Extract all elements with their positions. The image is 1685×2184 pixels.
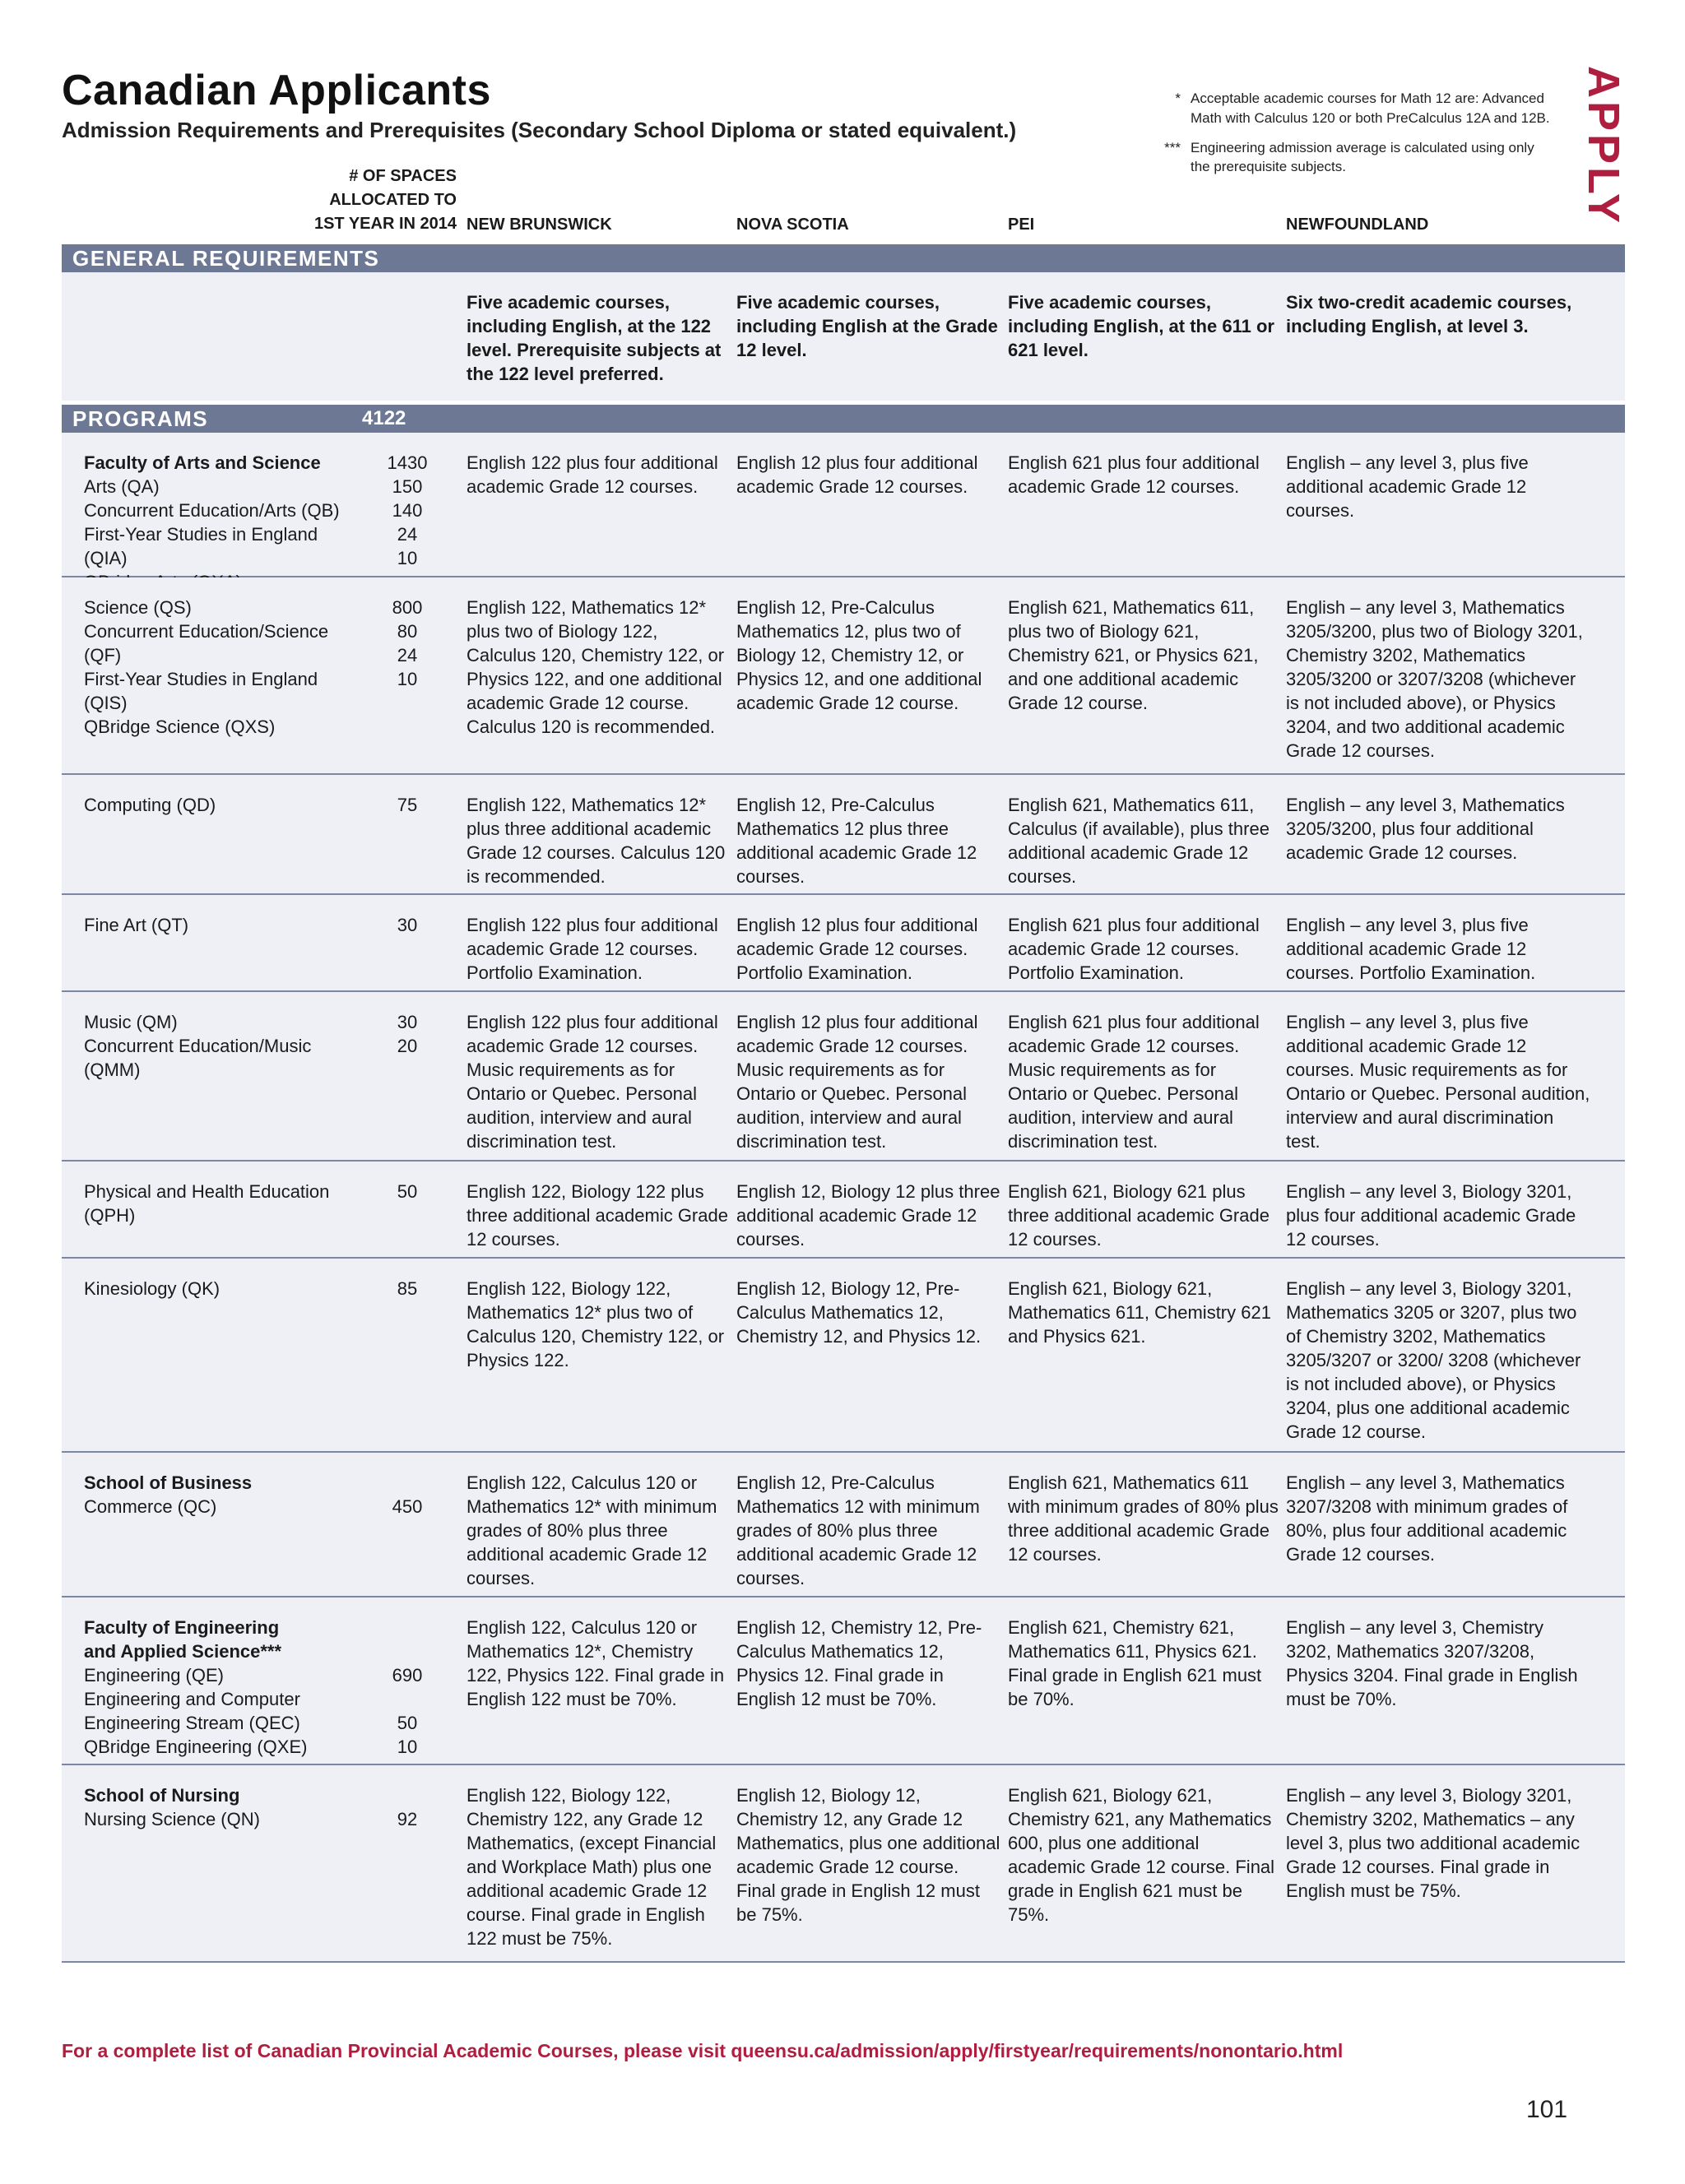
table-row — [62, 1453, 1625, 1597]
program-cell — [84, 1471, 355, 1519]
general-pei: Five academic courses, including English, at the 611 or 621 level. — [1008, 292, 1274, 360]
programs-bar — [62, 405, 1625, 433]
program-name: Concurrent Education/Music (QMM) — [84, 1036, 312, 1080]
spaces-value: 30 — [397, 915, 418, 935]
requirement-pei: English 621, Mathematics 611, Calculus (if available), plus three additional academic Grade 12 courses. — [1008, 795, 1270, 887]
requirement-nl: English – any level 3, Mathematics 3207/3208 with minimum grades of 80%, plus four additional academic Grade 12 courses. — [1286, 1472, 1568, 1565]
requirement-nb: English 122 plus four additional academic Grade 12 courses. Music requirements as for Ontario or Quebec. Personal audition, interview and aural discrimination test. — [467, 1012, 718, 1152]
apply-tab: APPLY — [1579, 66, 1628, 227]
spaces-value — [354, 1783, 461, 1807]
general-ns: Five academic courses, including English at the Grade 12 level. — [736, 292, 998, 360]
spaces-header-line: # OF SPACES — [349, 167, 457, 185]
spaces-value: 50 — [397, 1713, 418, 1733]
spaces-value: 10 — [397, 548, 418, 568]
column-header-pei: PEI — [1008, 216, 1035, 234]
spaces-value — [354, 1471, 461, 1495]
general-requirements-bar: GENERAL REQUIREMENTS — [62, 244, 1625, 272]
requirement-ns: English 12 plus four additional academic Grade 12 courses. Music requirements as for Ontario or Quebec. Personal audition, interview and aural discrimination test. — [736, 1012, 978, 1152]
page-number: 101 — [1526, 2096, 1568, 2123]
spaces-value: 30 — [397, 1012, 418, 1032]
program-name: Fine Art (QT) — [84, 915, 189, 935]
requirement-ns: English 12, Biology 12 plus three additional academic Grade 12 courses. — [736, 1181, 1000, 1250]
program-name: Commerce (QC) — [84, 1496, 217, 1517]
requirement-nl: English – any level 3, Mathematics 3205/3200, plus two of Biology 3201, Chemistry 3202, Mathematics 3205/3200 or 3207/3208 (whichever is not included above), or Physics 3204, and two additional academic Grade 12 courses. — [1286, 597, 1583, 761]
program-cell — [84, 1277, 355, 1301]
requirement-ns: English 12, Biology 12, Pre-Calculus Mathematics 12, Chemistry 12, and Physics 12. — [736, 1278, 982, 1347]
table-row — [62, 775, 1625, 895]
requirement-nb: English 122, Mathematics 12* plus two of Biology 122, Calculus 120, Chemistry 122, or Physics 122, and one additional academic Grade 12 course. Calculus 120 is recommended. — [467, 597, 725, 737]
program-name: Computing (QD) — [84, 795, 216, 815]
general-nb: Five academic courses, including English, at the 122 level. Prerequisite subjects at the 122 level preferred. — [467, 292, 722, 384]
program-name: Nursing Science (QN) — [84, 1809, 260, 1829]
requirement-nl: English – any level 3, Chemistry 3202, Mathematics 3207/3208, Physics 3204. Final grade in English must be 70%. — [1286, 1617, 1578, 1709]
program-name: Physical and Health Education (QPH) — [84, 1181, 330, 1226]
requirement-nb: English 122, Biology 122, Chemistry 122, any Grade 12 Mathematics, (except Financial and Workplace Math) plus one additional academic Grade 12 course. Final grade in English 122 must be 75%. — [467, 1785, 717, 1949]
spaces-header-line: ALLOCATED TO — [329, 191, 457, 209]
footnotes — [1148, 89, 1551, 187]
requirement-pei: English 621 plus four additional academic Grade 12 courses. — [1008, 452, 1260, 497]
spaces-value — [354, 1639, 461, 1663]
spaces-value: 20 — [397, 1036, 418, 1056]
requirement-pei: English 621 plus four additional academic Grade 12 courses. Portfolio Examination. — [1008, 915, 1260, 983]
requirement-nl: English – any level 3, Biology 3201, plus four additional academic Grade 12 courses. — [1286, 1181, 1576, 1250]
program-name: Faculty of Arts and Science — [84, 452, 321, 473]
spaces-cell — [354, 596, 461, 691]
table-row — [62, 895, 1625, 992]
footnote-mark: *** — [1164, 139, 1181, 155]
program-cell — [84, 1180, 355, 1227]
program-name: Arts (QA) — [84, 476, 160, 497]
spaces-value: 800 — [392, 597, 423, 618]
spaces-value: 85 — [397, 1278, 418, 1299]
program-name: Engineering (QE) — [84, 1665, 224, 1686]
requirement-nl: English – any level 3, plus five additional academic Grade 12 courses. — [1286, 452, 1529, 521]
requirement-ns: English 12, Pre-Calculus Mathematics 12 with minimum grades of 80% plus three additional academic Grade 12 courses. — [736, 1472, 980, 1588]
requirement-nb: English 122, Calculus 120 or Mathematics 12* with minimum grades of 80% plus three additional academic Grade 12 courses. — [467, 1472, 717, 1588]
requirement-pei: English 621, Biology 621 plus three additional academic Grade 12 courses. — [1008, 1181, 1270, 1250]
program-name: QBridge Science (QXS) — [84, 716, 276, 737]
requirement-ns: English 12, Chemistry 12, Pre-Calculus Mathematics 12, Physics 12. Final grade in English 12 must be 70%. — [736, 1617, 982, 1709]
spaces-value: 24 — [397, 524, 418, 545]
spaces-header-line: 1ST YEAR IN 2014 — [313, 215, 457, 233]
general-nl: Six two-credit academic courses, including English, at level 3. — [1286, 292, 1572, 336]
requirement-nl: English – any level 3, Biology 3201, Chemistry 3202, Mathematics – any level 3, plus two additional academic Grade 12 courses. Final grade in English must be 75%. — [1286, 1785, 1581, 1901]
program-name: Kinesiology (QK) — [84, 1278, 220, 1299]
program-cell — [84, 1783, 355, 1831]
table-row — [62, 992, 1625, 1162]
spaces-value: 1430 — [387, 452, 428, 473]
column-header-newfoundland: NEWFOUNDLAND — [1286, 216, 1429, 234]
program-name: School of Nursing — [84, 1785, 240, 1806]
requirement-nl: English – any level 3, plus five additional academic Grade 12 courses. Music requirements as for Ontario or Quebec. Personal audition, interview and aural discrimination test. — [1286, 1012, 1590, 1152]
requirement-nb: English 122, Biology 122, Mathematics 12* plus two of Calculus 120, Chemistry 122, or Physics 122. — [467, 1278, 725, 1370]
column-header-new-brunswick: NEW BRUNSWICK — [467, 216, 612, 234]
program-cell — [84, 1010, 355, 1082]
column-header-nova-scotia: NOVA SCOTIA — [736, 216, 849, 234]
spaces-value: 92 — [397, 1809, 418, 1829]
spaces-cell — [354, 1180, 461, 1203]
spaces-cell — [354, 913, 461, 937]
table-row — [62, 433, 1625, 577]
spaces-value — [354, 1616, 461, 1639]
requirement-nb: English 122, Mathematics 12* plus three additional academic Grade 12 courses. Calculus 120 is recommended. — [467, 795, 726, 887]
requirement-pei: English 621, Mathematics 611 with minimum grades of 80% plus three additional academic Grade 12 courses. — [1008, 1472, 1279, 1565]
table-row — [62, 1597, 1625, 1765]
program-name: First-Year Studies in England (QIS) — [84, 669, 318, 713]
page-subtitle: Admission Requirements and Prerequisites (Secondary School Diploma or stated equivalent.) — [62, 118, 1017, 142]
footnote-mark: * — [1175, 90, 1181, 106]
program-name: Engineering and Computer — [84, 1689, 300, 1709]
general-requirements-row — [62, 272, 1625, 402]
spaces-value: 10 — [397, 669, 418, 689]
program-name: Faculty of Engineering — [84, 1617, 280, 1638]
requirement-nb: English 122 plus four additional academic Grade 12 courses. — [467, 452, 718, 497]
spaces-value — [354, 1687, 461, 1711]
footnote — [1148, 89, 1551, 128]
program-cell — [84, 451, 355, 594]
table-row — [62, 577, 1625, 775]
program-name: and Applied Science*** — [84, 1641, 282, 1662]
spaces-header — [304, 165, 457, 239]
spaces-cell — [354, 451, 461, 570]
spaces-value: 450 — [392, 1496, 423, 1517]
program-cell — [84, 1616, 355, 1759]
program-name: Science (QS) — [84, 597, 192, 618]
requirement-pei: English 621, Biology 621, Chemistry 621, any Mathematics 600, plus one additional academic Grade 12 course. Final grade in English 621 must be 75%. — [1008, 1785, 1275, 1925]
spaces-value: 75 — [397, 795, 418, 815]
spaces-cell — [354, 1783, 461, 1831]
spaces-cell — [354, 1010, 461, 1058]
programs-total: 4122 — [362, 407, 406, 429]
requirement-nl: English – any level 3, Biology 3201, Mathematics 3205 or 3207, plus two of Chemistry 3202, Mathematics 3205/3207 or 3200/ 3208 (whichever is not included above), or Physics 3204, plus one additional academic Grade 12 course. — [1286, 1278, 1581, 1442]
programs-label: PROGRAMS — [72, 406, 209, 431]
table-row — [62, 1162, 1625, 1259]
program-cell — [84, 793, 355, 817]
program-name: Concurrent Education/Science (QF) — [84, 621, 329, 665]
requirement-ns: English 12, Biology 12, Chemistry 12, any Grade 12 Mathematics, plus one additional academic Grade 12 course. Final grade in English 12 must be 75%. — [736, 1785, 1000, 1925]
requirement-pei: English 621, Biology 621, Mathematics 611, Chemistry 621 and Physics 621. — [1008, 1278, 1271, 1347]
footnote-text: Engineering admission average is calculated using only the prerequisite subjects. — [1191, 139, 1534, 175]
spaces-cell — [354, 1471, 461, 1519]
requirement-nb: English 122 plus four additional academic Grade 12 courses. Portfolio Examination. — [467, 915, 718, 983]
table-row — [62, 1259, 1625, 1453]
program-rows — [62, 433, 1625, 1963]
table-row — [62, 1765, 1625, 1963]
spaces-value: 140 — [392, 500, 423, 521]
program-name: Engineering Stream (QEC) — [84, 1713, 300, 1733]
requirement-pei: English 621, Mathematics 611, plus two of Biology 621, Chemistry 621, or Physics 621, and one additional academic Grade 12 course. — [1008, 597, 1259, 713]
spaces-value: 80 — [397, 621, 418, 642]
program-name: Concurrent Education/Arts (QB) — [84, 500, 340, 521]
program-name: First-Year Studies in England (QIA) — [84, 524, 318, 568]
program-name: Music (QM) — [84, 1012, 178, 1032]
requirement-ns: English 12 plus four additional academic Grade 12 courses. Portfolio Examination. — [736, 915, 978, 983]
requirement-nl: English – any level 3, Mathematics 3205/3200, plus four additional academic Grade 12 courses. — [1286, 795, 1565, 863]
spaces-cell — [354, 1616, 461, 1759]
footnote-text: Acceptable academic courses for Math 12 are: Advanced Math with Calculus 120 or both PreCalculus 12A and 12B. — [1191, 90, 1550, 126]
requirement-ns: English 12 plus four additional academic Grade 12 courses. — [736, 452, 978, 497]
program-name: QBridge Engineering (QXE) — [84, 1737, 308, 1757]
spaces-value: 50 — [397, 1181, 418, 1202]
spaces-value: 150 — [392, 476, 423, 497]
footnote — [1148, 138, 1551, 178]
program-cell — [84, 913, 355, 937]
requirements-table — [62, 244, 1625, 1963]
spaces-value: 690 — [392, 1665, 423, 1686]
requirement-nl: English – any level 3, plus five additional academic Grade 12 courses. Portfolio Examination. — [1286, 915, 1536, 983]
page-title: Canadian Applicants — [62, 67, 491, 114]
spaces-value: 24 — [397, 645, 418, 665]
requirement-nb: English 122, Calculus 120 or Mathematics 12*, Chemistry 122, Physics 122. Final grade in English 122 must be 70%. — [467, 1617, 725, 1709]
spaces-cell — [354, 1277, 461, 1301]
requirement-pei: English 621 plus four additional academic Grade 12 courses. Music requirements as for Ontario or Quebec. Personal audition, interview and aural discrimination test. — [1008, 1012, 1260, 1152]
requirement-pei: English 621, Chemistry 621, Mathematics 611, Physics 621. Final grade in English 621 must be 70%. — [1008, 1617, 1262, 1709]
requirement-ns: English 12, Pre-Calculus Mathematics 12, plus two of Biology 12, Chemistry 12, or Physics 12, and one additional academic Grade 12 course. — [736, 597, 982, 713]
spaces-cell — [354, 793, 461, 817]
program-name: School of Business — [84, 1472, 253, 1493]
requirement-ns: English 12, Pre-Calculus Mathematics 12 plus three additional academic Grade 12 courses. — [736, 795, 977, 887]
program-cell — [84, 596, 355, 739]
footer-link-text: For a complete list of Canadian Provincial Academic Courses, please visit queensu.ca/admission/apply/firstyear/requirements/nonontario.html — [62, 2040, 1344, 2061]
requirement-nb: English 122, Biology 122 plus three additional academic Grade 12 courses. — [467, 1181, 728, 1250]
spaces-value: 10 — [397, 1737, 418, 1757]
